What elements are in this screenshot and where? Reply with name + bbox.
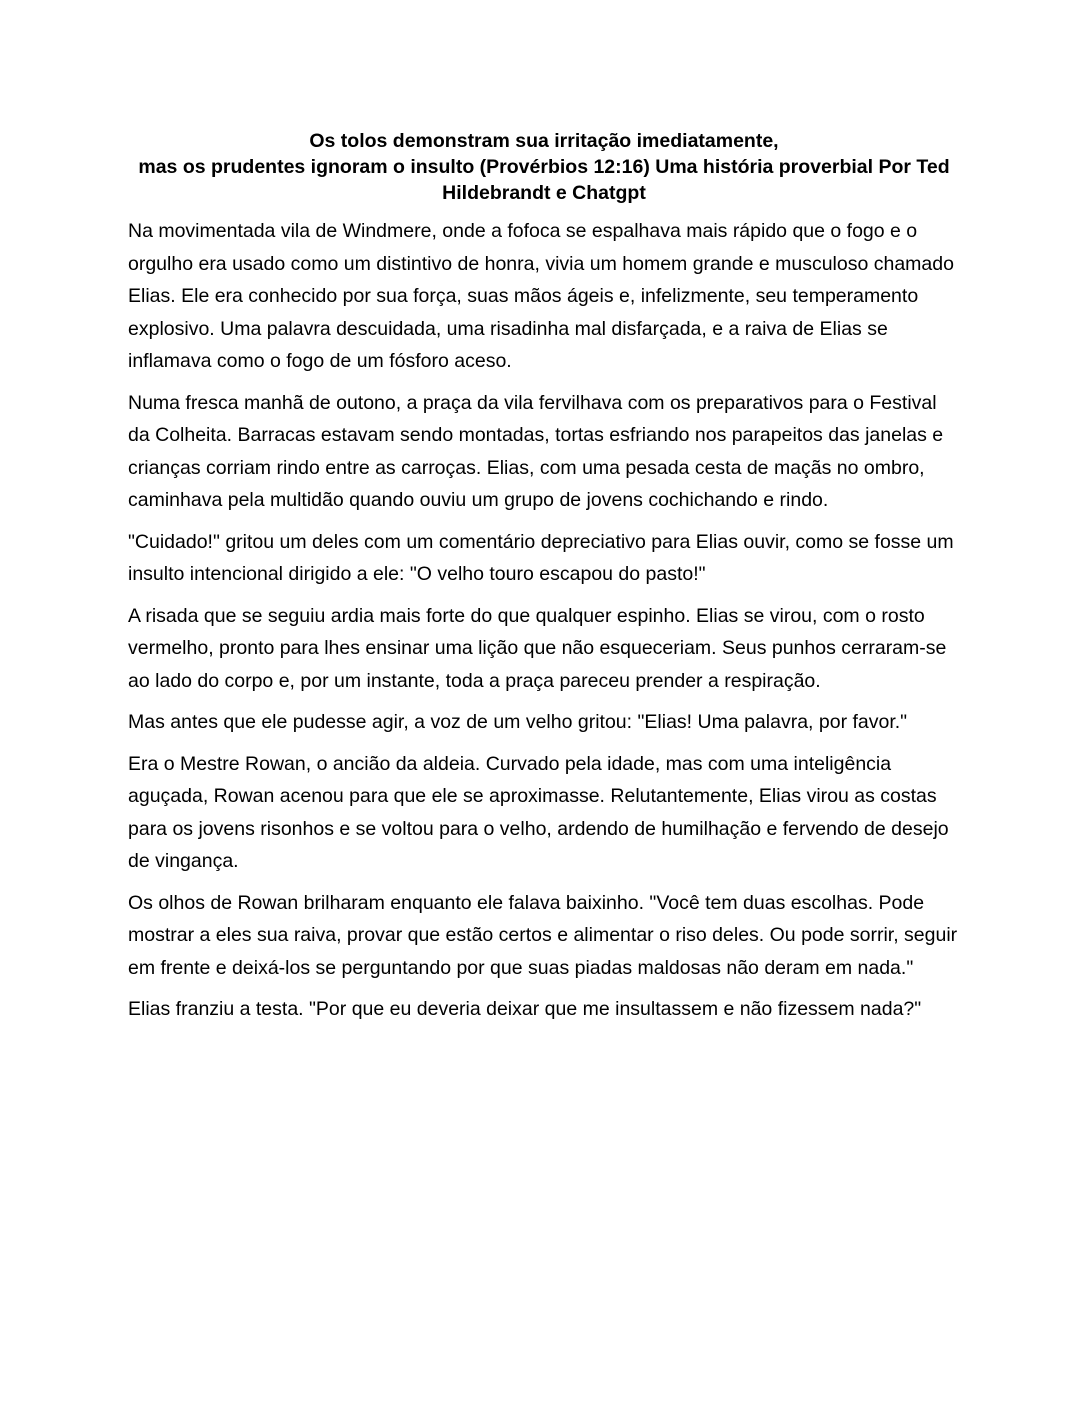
page-title bbox=[128, 128, 960, 206]
paragraph-3: "Cuidado!" gritou um deles com um comentário depreciativo para Elias ouvir, como se fosse um insulto intencional dirigido a ele: "O velho touro escapou do pasto!" bbox=[128, 530, 954, 585]
document-content bbox=[128, 128, 960, 1035]
title-line-1: Os tolos demonstram sua irritação imediatamente, bbox=[309, 130, 779, 152]
paragraph-7: Os olhos de Rowan brilharam enquanto ele falava baixinho. "Você tem duas escolhas. Pode mostrar a eles sua raiva, provar que estão certos e alimentar o riso deles. Ou pode sorrir, seguir em frente e deixá-los se perguntando por que suas piadas maldosas não deram em nada." bbox=[128, 891, 958, 979]
paragraph-1: Na movimentada vila de Windmere, onde a fofoca se espalhava mais rápido que o fogo e o orgulho era usado como um distintivo de honra, vivia um homem grande e musculoso chamado Elias. Ele era conhecido por sua força, suas mãos ágeis e, infelizmente, seu temperamento explosivo. Uma palavra descuidada, uma risadinha mal disfarçada, e a raiva de Elias se inflamava como o fogo de um fósforo aceso. bbox=[128, 220, 954, 372]
paragraph-8: Elias franziu a testa. "Por que eu deveria deixar que me insultassem e não fizessem nada?" bbox=[128, 998, 922, 1020]
title-line-2: mas os prudentes ignoram o insulto (Provérbios 12:16) Uma história proverbial Por Ted Hildebrandt e Chatgpt bbox=[138, 156, 950, 204]
paragraph-4: A risada que se seguiu ardia mais forte do que qualquer espinho. Elias se virou, com o rosto vermelho, pronto para lhes ensinar uma lição que não esqueceriam. Seus punhos cerraram-se ao lado do corpo e, por um instante, toda a praça pareceu prender a respiração. bbox=[128, 604, 947, 692]
paragraph-2: Numa fresca manhã de outono, a praça da vila fervilhava com os preparativos para o Festival da Colheita. Barracas estavam sendo montadas, tortas esfriando nos parapeitos das janelas e crianças corriam rindo entre as carroças. Elias, com uma pesada cesta de maçãs no ombro, caminhava pela multidão quando ouviu um grupo de jovens cochichando e rindo. bbox=[128, 391, 944, 511]
paragraph-5: Mas antes que ele pudesse agir, a voz de um velho gritou: "Elias! Uma palavra, por favor." bbox=[128, 711, 908, 733]
paragraph-6: Era o Mestre Rowan, o ancião da aldeia. Curvado pela idade, mas com uma inteligência aguçada, Rowan acenou para que ele se aproximasse. Relutantemente, Elias virou as costas para os jovens risonhos e se voltou para o velho, ardendo de humilhação e fervendo de desejo de vingança. bbox=[128, 752, 949, 872]
